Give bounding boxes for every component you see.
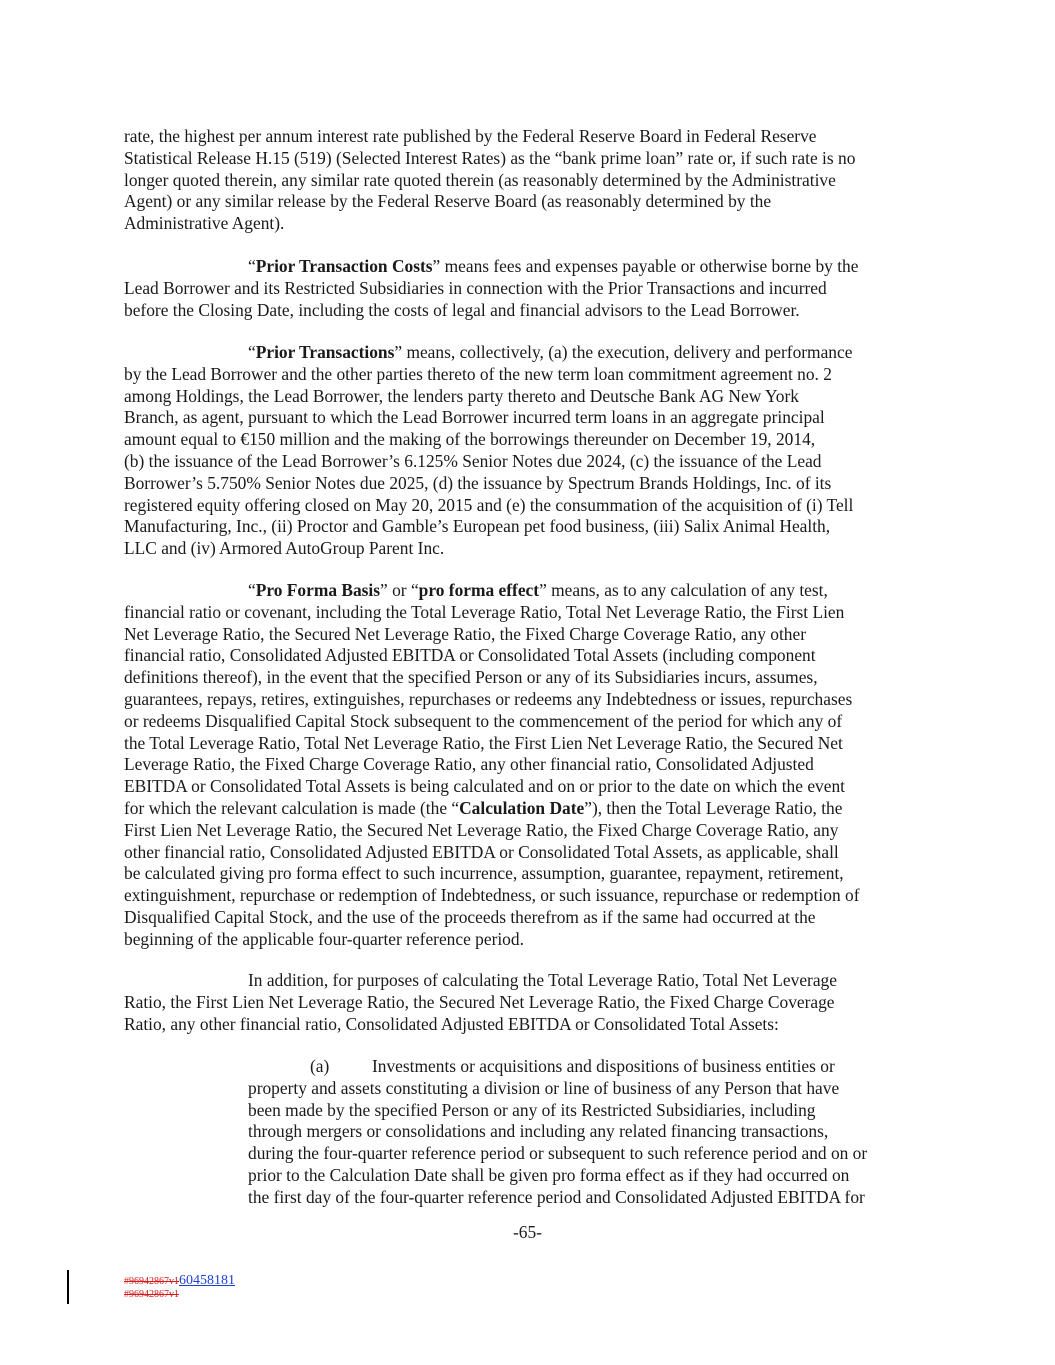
definition-pro-forma-basis [124, 580, 936, 951]
paragraph-in-addition [124, 970, 936, 1035]
definition-text: ”), then the Total Leverage Ratio, the First Lien Net Leverage Ratio, the Secured Net Leverage Ratio, the Fixed Charge Coverage Ratio, any other financial ratio, Consolidated Adjusted EBITDA or Consolidated Total Assets, as applicable, shall be calculated giving pro forma effect to such incurrence, assumption, guarantee, repayment, retirement, extinguishment, repurchase or redemption of Indebtedness, or such issuance, repurchase or redemption of Disqualified Capital Stock, and the use of the proceeds therefrom as if the same had occurred at the beginning of the applicable four-quarter reference period. [124, 797, 860, 949]
defined-term: Calculation Date [459, 797, 585, 818]
inserted-document-id: 60458181 [179, 1273, 235, 1288]
open-quote: “ [248, 580, 256, 600]
document-id-footer [124, 1274, 235, 1301]
clause-text: Investments or acquisitions and dispositions of business entities or property and assets constituting a division or line of business of any Person that have been made by the specified Person or any of its Restricted Subsidiaries, including through mergers or consolidations and including any related financing transactions, during the four-quarter reference period or subsequent to such reference period and on or prior to the Calculation Date shall be given pro forma effect as if they had occurred on the first day of the four-quarter reference period and Consolidated Adjusted EBITDA for [248, 1056, 868, 1207]
definition-prior-transactions [124, 342, 936, 560]
open-quote: “ [248, 342, 256, 362]
clause-label: (a) [310, 1056, 330, 1076]
definition-prior-transaction-costs [124, 256, 936, 321]
clause-a [248, 1056, 938, 1209]
definition-text: ” means fees and expenses payable or otherwise borne by the Lead Borrower and its Restricted Subsidiaries in connection with the Prior Transactions and incurred before the Closing Date, including the costs of legal and financial advisors to the Lead Borrower. [124, 256, 859, 320]
defined-term: Prior Transactions [255, 342, 395, 362]
definition-connector: ” or “ [380, 580, 419, 600]
deleted-document-id: #96942867v1 [124, 1276, 179, 1287]
defined-term: Prior Transaction Costs [255, 256, 433, 276]
page-number: -65- [513, 1222, 542, 1242]
definition-text: ” means, as to any calculation of any test, financial ratio or covenant, including the Total Leverage Ratio, Total Net Leverage Ratio, the First Lien Net Leverage Ratio, the Secured Net Leverage Ratio, the Fixed Charge Coverage Ratio, any other financial ratio, Consolidated Adjusted EBITDA or Consolidated Total Assets (including component definitions thereof), in the event that the specified Person or any of its Subsidiaries incurs, assumes, guarantees, repays, retires, extinguishes, repurchases or redeems any Indebtedness or issues, repurchases or redeems Disqualified Capital Stock subsequent to the commencement of the period for which any of the Total Leverage Ratio, Total Net Leverage Ratio, the First Lien Net Leverage Ratio, the Secured Net Leverage Ratio, the Fixed Charge Coverage Ratio, any other financial ratio, Consolidated Adjusted EBITDA or Consolidated Total Assets is being calculated and on or prior to the date on which the event for which the relevant calculation is made (the “ [124, 580, 853, 818]
open-quote: “ [248, 256, 256, 276]
defined-term: Pro Forma Basis [255, 580, 381, 600]
paragraph-prime-rate-continuation: rate, the highest per annum interest rate published by the Federal Reserve Board in Federal Reserve Statistical Release H.15 (519) (Selected Interest Rates) as the “bank prime loan” rate or, if such rate is no longer quoted therein, any similar rate quoted therein (as reasonably determined by the Administrative Agent) or any similar release by the Federal Reserve Board (as reasonably determined by the Administrative Agent). [124, 126, 856, 234]
defined-term: pro forma effect [418, 580, 540, 600]
deleted-document-id: #96942867v1 [124, 1289, 179, 1300]
change-bar [67, 1270, 69, 1304]
paragraph-text: In addition, for purposes of calculating the Total Leverage Ratio, Total Net Leverage Ratio, the First Lien Net Leverage Ratio, the Secured Net Leverage Ratio, the Fixed Charge Coverage Ratio, any other financial ratio, Consolidated Adjusted EBITDA or Consolidated Total Assets: [124, 970, 837, 1034]
definition-text: ” means, collectively, (a) the execution, delivery and performance by the Lead Borrower and the other parties thereto of the new term loan commitment agreement no. 2 among Holdings, the Lead Borrower, the lenders party thereto and Deutsche Bank AG New York Branch, as agent, pursuant to which the Lead Borrower incurred term loans in an aggregate principal amount equal to €150 million and the making of the borrowings thereunder on December 19, 2014, (b) the issuance of the Lead Borrower’s 6.125% Senior Notes due 2024, (c) the issuance of the Lead Borrower’s 5.750% Senior Notes due 2025, (d) the issuance by Spectrum Brands Holdings, Inc. of its registered equity offering closed on May 20, 2015 and (e) the consummation of the acquisition of (i) Tell Manufacturing, Inc., (ii) Proctor and Gamble’s European pet food business, (iii) Salix Animal Health, LLC and (iv) Armored AutoGroup Parent Inc. [124, 342, 854, 559]
